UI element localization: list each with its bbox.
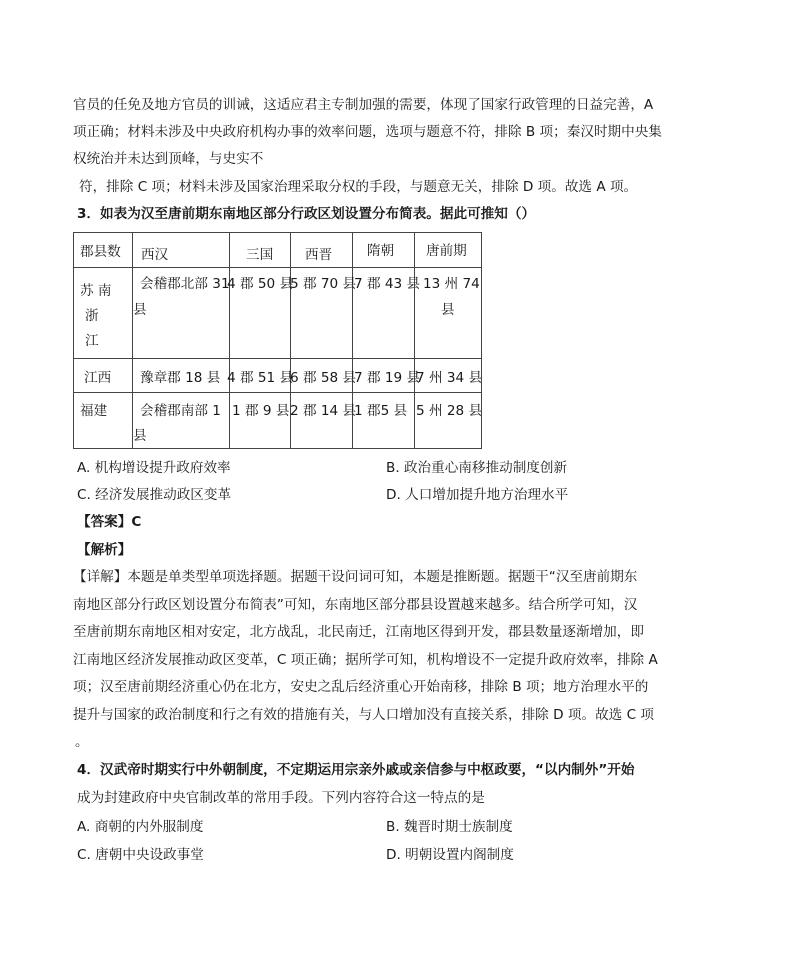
table-cell: 6 郡 58 县 xyxy=(290,370,357,386)
answer-label: 【答案】C xyxy=(77,514,142,530)
question-3-stem: 3．如表为汉至唐前期东南地区部分行政区划设置分布简表。据此可推知（） xyxy=(77,206,536,222)
table-cell: 5 郡 70 县 xyxy=(290,276,357,292)
q4-option-d: D. 明朝设置内阁制度 xyxy=(386,847,514,863)
text-line: 符，排除 C 项；材料未涉及国家治理采取分权的手段，与题意无关，排除 D 项。故选 A 项。 xyxy=(79,179,638,195)
text-line: 至唐前期东南地区相对安定，北方战乱，北民南迁，江南地区得到开发，郡县数量逐渐增加，即 xyxy=(73,624,644,640)
table-cell: 县 xyxy=(441,302,455,318)
q4-option-a: A. 商朝的内外服制度 xyxy=(77,819,204,835)
table-cell: 7 郡 19 县 xyxy=(354,370,421,386)
question-4-stem-line2: 成为封建政府中央官制改革的常用手段。下列内容符合这一特点的是 xyxy=(77,790,485,806)
text-line: 项；汉至唐前期经济重心仍在北方，安史之乱后经济重心开始南移，排除 B 项；地方治理水平的 xyxy=(73,679,649,695)
table-cell: 1 郡 9 县 xyxy=(232,403,290,419)
q3-option-c: C. 经济发展推动政区变革 xyxy=(77,487,232,503)
q4-option-c: C. 唐朝中央设政事堂 xyxy=(77,847,204,863)
table-header: 隋朝 xyxy=(367,243,395,259)
table-cell: 2 郡 14 县 xyxy=(290,403,357,419)
table-cell: 苏 南 xyxy=(80,283,112,299)
table-cell: 7 州 34 县 xyxy=(416,370,483,386)
q3-option-a: A. 机构增设提升政府效率 xyxy=(77,460,231,476)
table-cell: 7 郡 43 县 xyxy=(354,276,421,292)
table-cell: 4 郡 50 县 xyxy=(227,276,294,292)
text-line: 权统治并未达到顶峰，与史实不 xyxy=(73,151,264,167)
text-line: 【详解】本题是单类型单项选择题。据题干设问词可知，本题是推断题。据题干“汉至唐前期东 xyxy=(73,569,638,585)
table-cell: 县 xyxy=(133,428,147,444)
table-cell: 江西 xyxy=(84,370,112,386)
table-cell: 13 州 74 xyxy=(423,276,480,292)
table-header: 郡县数 xyxy=(80,244,121,260)
table-header: 西晋 xyxy=(305,247,333,263)
text-line: 。 xyxy=(75,734,89,750)
table-cell: 5 州 28 县 xyxy=(416,403,483,419)
text-line: 官员的任免及地方官员的训诫，这适应君主专制加强的需要，体现了国家行政管理的日益完善，A xyxy=(73,97,654,113)
q4-option-b: B. 魏晋时期士族制度 xyxy=(386,819,513,835)
table-row xyxy=(74,393,482,449)
table-cell: 福建 xyxy=(80,403,108,419)
table-row xyxy=(74,359,482,393)
table-header: 三国 xyxy=(246,247,274,263)
q3-option-d: D. 人口增加提升地方治理水平 xyxy=(386,487,569,503)
district-table xyxy=(73,232,482,449)
table-header: 西汉 xyxy=(141,247,169,263)
table-cell: 豫章郡 18 县 xyxy=(140,370,221,386)
analysis-label: 【解析】 xyxy=(77,542,132,558)
table-row xyxy=(74,268,482,359)
text-line: 项正确；材料未涉及中央政府机构办事的效率问题，选项与题意不符，排除 B 项；秦汉时期中央集 xyxy=(73,124,662,140)
q3-option-b: B. 政治重心南移推动制度创新 xyxy=(386,460,568,476)
table-cell: 1 郡5 县 xyxy=(354,403,408,419)
question-4-stem-line1: 4．汉武帝时期实行中外朝制度，不定期运用宗亲外戚或亲信参与中枢政要，“以内制外”开始 xyxy=(77,762,635,778)
text-line: 提升与国家的政治制度和行之有效的措施有关，与人口增加没有直接关系，排除 D 项。故选 C 项 xyxy=(73,707,654,723)
table-cell: 浙 xyxy=(85,308,99,324)
table-cell: 会稽郡北部 31 xyxy=(140,276,230,292)
table-cell: 4 郡 51 县 xyxy=(227,370,294,386)
text-line: 江南地区经济发展推动政区变革，C 项正确；据所学可知，机构增设不一定提升政府效率，排除 A xyxy=(73,652,658,668)
table-header-row xyxy=(74,233,482,268)
text-line: 南地区部分行政区划设置分布简表”可知，东南地区部分郡县设置越来越多。结合所学可知，汉 xyxy=(73,597,638,613)
table-cell: 江 xyxy=(85,333,99,349)
table-cell: 县 xyxy=(133,302,147,318)
table-header: 唐前期 xyxy=(426,243,467,259)
table-cell: 会稽郡南部 1 xyxy=(140,403,221,419)
